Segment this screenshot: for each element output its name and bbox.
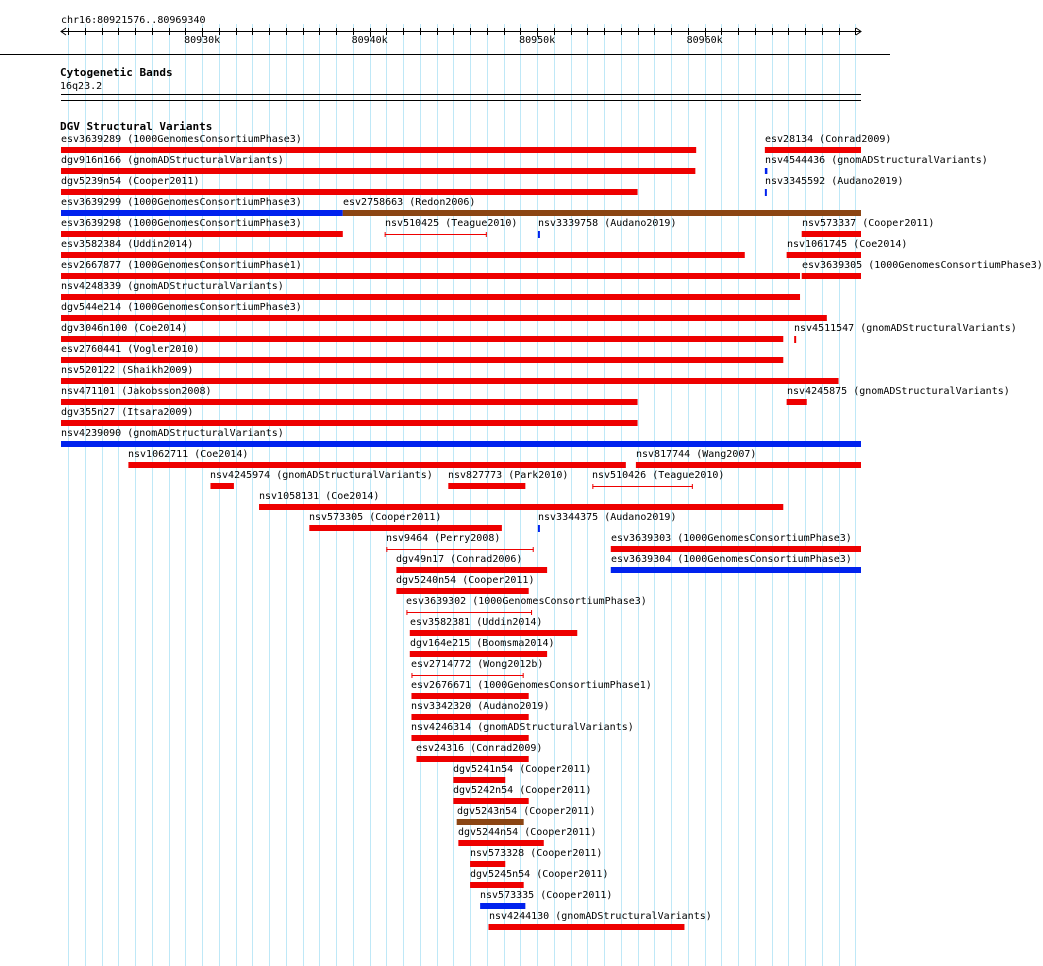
variant-label[interactable]: dgv164e215 (Boomsma2014) bbox=[410, 638, 555, 649]
variant-label[interactable]: dgv5245n54 (Cooper2011) bbox=[470, 869, 609, 880]
variant-label[interactable]: dgv49n17 (Conrad2006) bbox=[396, 554, 523, 565]
variant-bar[interactable] bbox=[457, 819, 524, 825]
variant-bar[interactable] bbox=[410, 651, 547, 657]
variant-tick[interactable] bbox=[794, 336, 796, 343]
variant-bar[interactable] bbox=[61, 315, 827, 321]
variant-label[interactable]: nsv3345592 (Audano2019) bbox=[765, 176, 904, 187]
variant-label[interactable]: nsv510425 (Teague2010) bbox=[385, 218, 518, 229]
variant-bar[interactable] bbox=[611, 567, 861, 573]
variant-feature-nsv827773[interactable] bbox=[448, 483, 525, 489]
variant-bar[interactable] bbox=[61, 441, 861, 447]
variant-feature-nsv3344375[interactable] bbox=[538, 525, 540, 532]
variant-feature-esv3639302[interactable] bbox=[406, 610, 532, 615]
variant-feature-nsv1061745[interactable] bbox=[787, 252, 861, 258]
variant-bar[interactable] bbox=[411, 693, 528, 699]
variant-feature-nsv9464[interactable] bbox=[386, 547, 533, 552]
variant-label[interactable]: dgv355n27 (Itsara2009) bbox=[61, 407, 194, 418]
variant-feature-dgv916n166[interactable] bbox=[61, 168, 695, 174]
variant-label[interactable]: nsv4239090 (gnomADStructuralVariants) bbox=[61, 428, 284, 439]
variant-bar[interactable] bbox=[765, 168, 768, 174]
variant-label[interactable]: dgv5241n54 (Cooper2011) bbox=[453, 764, 592, 775]
variant-feature-dgv355n27[interactable] bbox=[61, 420, 638, 426]
variant-label[interactable]: esv2714772 (Wong2012b) bbox=[411, 659, 544, 670]
variant-bar[interactable] bbox=[787, 252, 861, 258]
variant-label[interactable]: nsv4245875 (gnomADStructuralVariants) bbox=[787, 386, 1010, 397]
variant-label[interactable]: nsv9464 (Perry2008) bbox=[386, 533, 501, 544]
variant-tick[interactable] bbox=[538, 231, 540, 238]
variant-feature-nsv573335[interactable] bbox=[480, 903, 525, 909]
variant-label[interactable]: esv28134 (Conrad2009) bbox=[765, 134, 892, 145]
variant-feature-dgv5244n54[interactable] bbox=[458, 840, 543, 846]
variant-label[interactable]: nsv4244130 (gnomADStructuralVariants) bbox=[489, 911, 712, 922]
variant-feature-dgv5240n54[interactable] bbox=[396, 588, 528, 594]
variant-label[interactable]: esv3639304 (1000GenomesConsortiumPhase3) bbox=[611, 554, 852, 565]
variant-label[interactable]: nsv4248339 (gnomADStructuralVariants) bbox=[61, 281, 284, 292]
variant-bar[interactable] bbox=[259, 504, 783, 510]
variant-feature-dgv544e214[interactable] bbox=[61, 315, 827, 321]
variant-feature-dgv5245n54[interactable] bbox=[470, 882, 524, 888]
variant-label[interactable]: esv24316 (Conrad2009) bbox=[416, 743, 543, 754]
variant-bar[interactable] bbox=[416, 756, 528, 762]
variant-label[interactable]: nsv1058131 (Coe2014) bbox=[259, 491, 380, 502]
variant-bar[interactable] bbox=[61, 168, 695, 174]
variant-bar[interactable] bbox=[61, 294, 800, 300]
variant-bar[interactable] bbox=[410, 630, 577, 636]
variant-label[interactable]: nsv4544436 (gnomADStructuralVariants) bbox=[765, 155, 988, 166]
variant-feature-esv2676671[interactable] bbox=[411, 693, 528, 699]
cytoband-track-title[interactable]: Cytogenetic Bands bbox=[60, 66, 173, 79]
variant-feature-dgv5239n54[interactable] bbox=[61, 189, 638, 195]
variant-bar[interactable] bbox=[480, 903, 525, 909]
variant-bar[interactable] bbox=[802, 273, 861, 279]
variant-label[interactable]: nsv4245974 (gnomADStructuralVariants) bbox=[210, 470, 433, 481]
variant-feature-esv3639299[interactable] bbox=[61, 210, 343, 216]
variant-feature-nsv4245875[interactable] bbox=[787, 399, 807, 405]
variant-bar[interactable] bbox=[470, 882, 524, 888]
variant-label[interactable]: esv2676671 (1000GenomesConsortiumPhase1) bbox=[411, 680, 652, 691]
variant-feature-esv2714772[interactable] bbox=[411, 673, 523, 678]
variant-feature-nsv510426[interactable] bbox=[592, 484, 692, 489]
variant-feature-nsv520122[interactable] bbox=[61, 378, 839, 384]
variant-bar[interactable] bbox=[448, 483, 525, 489]
variant-label[interactable]: esv3639298 (1000GenomesConsortiumPhase3) bbox=[61, 218, 302, 229]
variant-feature-dgv5242n54[interactable] bbox=[453, 798, 528, 804]
variant-bar[interactable] bbox=[765, 147, 861, 153]
variant-label[interactable]: dgv544e214 (1000GenomesConsortiumPhase3) bbox=[61, 302, 302, 313]
variant-label[interactable]: nsv3344375 (Audano2019) bbox=[538, 512, 677, 523]
variant-bar[interactable] bbox=[61, 189, 638, 195]
variant-label[interactable]: esv3582381 (Uddin2014) bbox=[410, 617, 543, 628]
variant-bar[interactable] bbox=[636, 462, 861, 468]
variant-bar[interactable] bbox=[128, 462, 625, 468]
variant-label[interactable]: esv3582384 (Uddin2014) bbox=[61, 239, 194, 250]
variant-tick[interactable] bbox=[765, 189, 767, 196]
variant-label[interactable]: nsv573337 (Cooper2011) bbox=[802, 218, 935, 229]
variant-feature-esv3639303[interactable] bbox=[611, 546, 861, 552]
variant-bar[interactable] bbox=[61, 420, 638, 426]
variant-bar[interactable] bbox=[61, 210, 343, 216]
variant-label[interactable]: nsv4246314 (gnomADStructuralVariants) bbox=[411, 722, 634, 733]
variant-feature-nsv1062711[interactable] bbox=[128, 462, 625, 468]
variant-feature-dgv164e215[interactable] bbox=[410, 651, 547, 657]
variant-feature-esv3582381[interactable] bbox=[410, 630, 577, 636]
variant-label[interactable]: esv3639299 (1000GenomesConsortiumPhase3) bbox=[61, 197, 302, 208]
variant-label[interactable]: esv2667877 (1000GenomesConsortiumPhase1) bbox=[61, 260, 302, 271]
variant-feature-esv3639305[interactable] bbox=[802, 273, 861, 279]
variant-bar[interactable] bbox=[489, 924, 685, 930]
variant-label[interactable]: nsv827773 (Park2010) bbox=[448, 470, 569, 481]
variant-label[interactable]: nsv573305 (Cooper2011) bbox=[309, 512, 442, 523]
variant-bar[interactable] bbox=[61, 231, 343, 237]
variant-bar[interactable] bbox=[396, 588, 528, 594]
variant-feature-nsv471101[interactable] bbox=[61, 399, 638, 405]
variant-label[interactable]: nsv3339758 (Audano2019) bbox=[538, 218, 677, 229]
variant-label[interactable]: nsv510426 (Teague2010) bbox=[592, 470, 725, 481]
ruler-range-label: chr16:80921576..80969340 bbox=[61, 15, 206, 26]
variant-label[interactable]: nsv573335 (Cooper2011) bbox=[480, 890, 613, 901]
variant-feature-nsv3339758[interactable] bbox=[538, 231, 540, 238]
variant-bar[interactable] bbox=[343, 210, 861, 216]
variant-label[interactable]: nsv3342320 (Audano2019) bbox=[411, 701, 550, 712]
variant-feature-nsv4248339[interactable] bbox=[61, 294, 800, 300]
variant-feature-nsv4239090[interactable] bbox=[61, 441, 861, 447]
variant-feature-esv3639304[interactable] bbox=[611, 567, 861, 573]
variant-feature-nsv3342320[interactable] bbox=[411, 714, 528, 720]
variant-label[interactable]: esv3639302 (1000GenomesConsortiumPhase3) bbox=[406, 596, 647, 607]
variant-feature-esv28134[interactable] bbox=[765, 147, 861, 153]
variant-bar[interactable] bbox=[411, 735, 528, 741]
variant-label[interactable]: esv3639303 (1000GenomesConsortiumPhase3) bbox=[611, 533, 852, 544]
variant-label[interactable]: dgv5239n54 (Cooper2011) bbox=[61, 176, 200, 187]
variant-bar[interactable] bbox=[61, 252, 745, 258]
variant-bar[interactable] bbox=[458, 840, 543, 846]
variant-tick[interactable] bbox=[538, 525, 540, 532]
variant-label[interactable]: esv3639305 (1000GenomesConsortiumPhase3) bbox=[802, 260, 1043, 271]
variant-feature-nsv4511547[interactable] bbox=[794, 336, 796, 343]
variant-feature-dgv49n17[interactable] bbox=[396, 567, 547, 573]
variant-label[interactable]: nsv573328 (Cooper2011) bbox=[470, 848, 603, 859]
variant-bar[interactable] bbox=[61, 378, 839, 384]
variant-feature-nsv573328[interactable] bbox=[470, 861, 505, 867]
variant-label[interactable]: esv2758663 (Redon2006) bbox=[343, 197, 476, 208]
variant-bar[interactable] bbox=[61, 399, 638, 405]
variant-feature-nsv817744[interactable] bbox=[636, 462, 861, 468]
cytoband-label[interactable]: 16q23.2 bbox=[60, 81, 103, 92]
variant-feature-nsv1058131[interactable] bbox=[259, 504, 783, 510]
variant-feature-esv3639289[interactable] bbox=[61, 147, 696, 153]
variant-label[interactable]: esv3639289 (1000GenomesConsortiumPhase3) bbox=[61, 134, 302, 145]
variant-feature-nsv573305[interactable] bbox=[309, 525, 502, 531]
variant-feature-nsv4245974[interactable] bbox=[210, 483, 233, 489]
variant-label[interactable]: nsv1062711 (Coe2014) bbox=[128, 449, 249, 460]
dgv-track-title[interactable]: DGV Structural Variants bbox=[60, 120, 213, 133]
variant-feature-esv24316[interactable] bbox=[416, 756, 528, 762]
variant-bar[interactable] bbox=[61, 147, 696, 153]
ruler-tick-label: 80960k bbox=[686, 35, 723, 46]
variant-feature-esv2667877[interactable] bbox=[61, 273, 800, 279]
variant-feature-nsv573337[interactable] bbox=[802, 231, 861, 237]
variant-bar[interactable] bbox=[470, 861, 505, 867]
variant-feature-nsv510425[interactable] bbox=[385, 232, 487, 237]
variant-bar[interactable] bbox=[787, 399, 807, 405]
variant-bar[interactable] bbox=[611, 546, 861, 552]
variant-label[interactable]: dgv5242n54 (Cooper2011) bbox=[453, 785, 592, 796]
variant-feature-esv3582384[interactable] bbox=[61, 252, 745, 258]
variant-bar[interactable] bbox=[61, 357, 783, 363]
variant-bar[interactable] bbox=[309, 525, 502, 531]
ruler-tick-label: 80940k bbox=[351, 35, 388, 46]
variant-feature-esv2758663[interactable] bbox=[343, 210, 861, 216]
variant-label[interactable]: dgv5240n54 (Cooper2011) bbox=[396, 575, 535, 586]
ruler-tick-label: 80930k bbox=[184, 35, 221, 46]
variant-bar[interactable] bbox=[210, 483, 233, 489]
variant-bar[interactable] bbox=[453, 798, 528, 804]
variant-bar[interactable] bbox=[61, 336, 783, 342]
variant-label[interactable]: nsv1061745 (Coe2014) bbox=[787, 239, 908, 250]
variant-label[interactable]: nsv520122 (Shaikh2009) bbox=[61, 365, 194, 376]
variant-feature-dgv5241n54[interactable] bbox=[453, 777, 505, 783]
variant-feature-nsv4244130[interactable] bbox=[489, 924, 685, 930]
variant-label[interactable]: dgv5244n54 (Cooper2011) bbox=[458, 827, 597, 838]
variant-bar[interactable] bbox=[61, 273, 800, 279]
variant-feature-nsv3345592[interactable] bbox=[765, 189, 767, 196]
variant-feature-esv3639298[interactable] bbox=[61, 231, 343, 237]
variant-feature-dgv3046n100[interactable] bbox=[61, 336, 783, 342]
variant-label[interactable]: nsv471101 (Jakobsson2008) bbox=[61, 386, 212, 397]
ruler-track[interactable] bbox=[61, 28, 861, 37]
variant-label[interactable]: nsv817744 (Wang2007) bbox=[636, 449, 757, 460]
variant-bar[interactable] bbox=[411, 714, 528, 720]
variant-bar[interactable] bbox=[802, 231, 861, 237]
variant-label[interactable]: esv2760441 (Vogler2010) bbox=[61, 344, 200, 355]
variant-bar[interactable] bbox=[396, 567, 547, 573]
variant-label[interactable]: dgv916n166 (gnomADStructuralVariants) bbox=[61, 155, 284, 166]
variant-label[interactable]: nsv4511547 (gnomADStructuralVariants) bbox=[794, 323, 1017, 334]
variant-feature-esv2760441[interactable] bbox=[61, 357, 783, 363]
variant-feature-nsv4544436[interactable] bbox=[765, 168, 768, 174]
variant-bar[interactable] bbox=[453, 777, 505, 783]
variant-label[interactable]: dgv3046n100 (Coe2014) bbox=[61, 323, 188, 334]
variant-label[interactable]: dgv5243n54 (Cooper2011) bbox=[457, 806, 596, 817]
ruler-tick-label: 80950k bbox=[519, 35, 556, 46]
variant-feature-nsv4246314[interactable] bbox=[411, 735, 528, 741]
variant-feature-dgv5243n54[interactable] bbox=[457, 819, 524, 825]
